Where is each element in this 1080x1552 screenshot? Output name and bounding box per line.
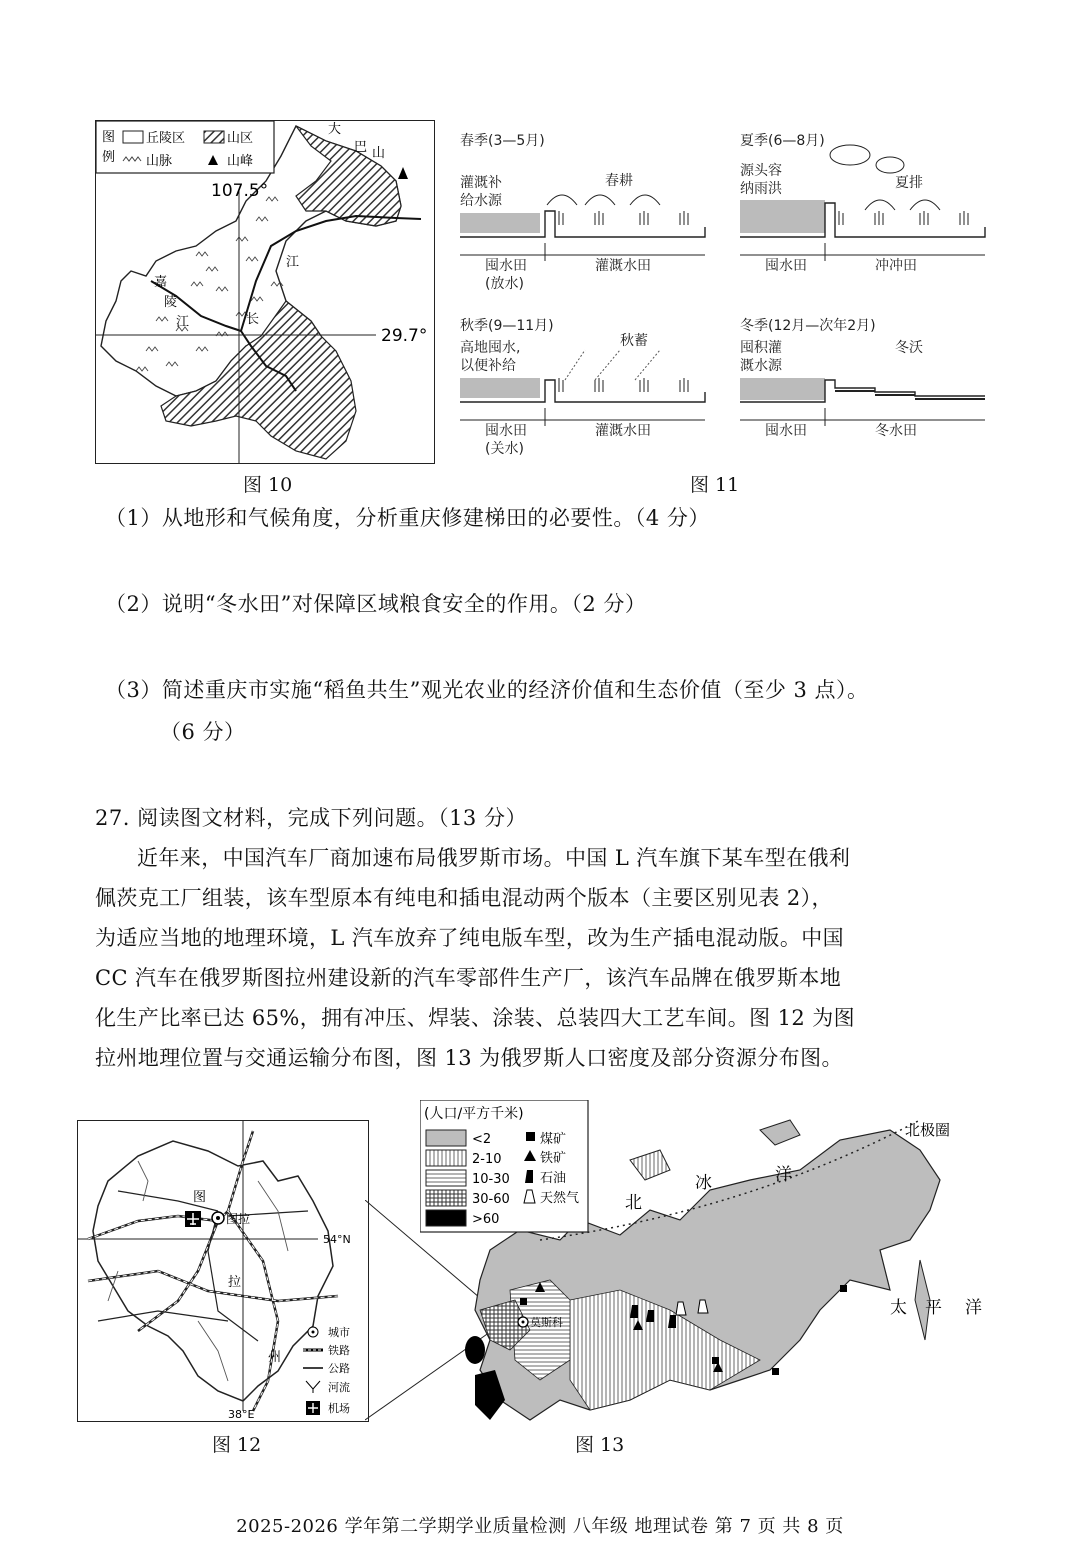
- material-line-1: 近年来，中国汽车厂商加速布局俄罗斯市场。中国 L 汽车旗下某车型在俄利: [137, 846, 851, 870]
- legend-range-label: 山脉: [146, 154, 173, 169]
- ocean-pacific-1: 太: [890, 1298, 907, 1318]
- ocean-north-2: 冰: [695, 1173, 712, 1193]
- label-chang: 长: [246, 312, 260, 327]
- lon-38-label: 38°E: [228, 1408, 255, 1421]
- svg-text:煤矿: 煤矿: [540, 1132, 567, 1147]
- fig12-caption: 图 12: [212, 1434, 262, 1456]
- reservoir-water: [740, 200, 825, 233]
- fig12-legend: [303, 1326, 350, 1415]
- region-label-la: 拉: [228, 1275, 242, 1290]
- left-note-1: 高地囤水,: [460, 340, 521, 356]
- svg-text:铁矿: 铁矿: [540, 1151, 567, 1166]
- lon-label: 107.5°: [211, 181, 269, 201]
- arctic-circle-label: 北极圈: [905, 1121, 951, 1139]
- tula-city-label: 图拉: [226, 1212, 251, 1226]
- svg-text:公路: 公路: [328, 1362, 350, 1375]
- left-note-2: 纳雨洪: [740, 181, 782, 197]
- question-27-material: [95, 838, 985, 1078]
- svg-text:铁路: 铁路: [328, 1344, 350, 1357]
- svg-text:<2: <2: [472, 1132, 492, 1147]
- legend-hilly-swatch: [123, 131, 143, 143]
- season-label: 春季(3—5月): [460, 133, 545, 149]
- svg-text:天然气: 天然气: [540, 1191, 580, 1206]
- coal-icon: [840, 1285, 847, 1292]
- label-ling: 陵: [164, 295, 178, 310]
- left-note-2: 给水源: [460, 193, 502, 209]
- panel-winter: [740, 317, 985, 439]
- right-field-label: 冬水田: [875, 423, 917, 439]
- coal-icon: [772, 1368, 779, 1375]
- lat-54-label: 54°N: [323, 1233, 351, 1246]
- fig13-legend: [420, 1100, 588, 1232]
- legend-title: (人口/平方千米): [424, 1106, 524, 1122]
- svg-text:30-60: 30-60: [472, 1192, 510, 1207]
- figure-13-russia-map: [420, 1100, 1000, 1440]
- airport-icon: [185, 1211, 201, 1227]
- material-line-3: 为适应当地的地理环境，L 汽车放弃了纯电版车型，改为生产插电混动版。中国: [95, 926, 845, 950]
- label-da: 大: [328, 122, 342, 137]
- svg-text:2-10: 2-10: [472, 1152, 502, 1167]
- activity-label: 冬沃: [895, 340, 923, 356]
- left-note-1: 灌溉补: [460, 175, 502, 191]
- left-field-label: 囤水田: [485, 423, 527, 439]
- right-field-label: 冲冲田: [875, 258, 917, 274]
- activity-label: 夏排: [895, 175, 923, 191]
- legend-title-2: 例: [102, 150, 116, 165]
- legend-mountain-label: 山区: [227, 131, 254, 146]
- legend-hilly-label: 丘陵区: [146, 131, 186, 146]
- ocean-pacific-3: 洋: [965, 1298, 982, 1318]
- coal-icon: [520, 1298, 527, 1305]
- reservoir-water: [460, 213, 540, 233]
- question-1: （1）从地形和气候角度，分析重庆修建梯田的必要性。（4 分）: [105, 506, 710, 530]
- material-line-4: CC 汽车在俄罗斯图拉州建设新的汽车零部件生产厂，该汽车品牌在俄罗斯本地: [95, 966, 842, 990]
- legend-mountain-swatch: [204, 131, 224, 143]
- left-field-sub: (关水): [485, 441, 524, 457]
- tula-region-boundary: [93, 1141, 333, 1401]
- legend-peak-label: 山峰: [227, 154, 254, 169]
- panel-summer: [740, 133, 985, 274]
- reservoir-water: [740, 378, 825, 400]
- left-field-label: 囤水田: [765, 423, 807, 439]
- figure-12-tula-map: [77, 1120, 369, 1422]
- right-field-label: 灌溉水田: [595, 423, 651, 439]
- tula-transport-map: [78, 1121, 368, 1421]
- activity-label: 秋蓄: [620, 333, 648, 349]
- fig11-caption: 图 11: [690, 474, 740, 496]
- season-label: 冬季(12月—次年2月): [740, 318, 876, 334]
- left-note-2: 溉水源: [740, 358, 782, 374]
- svg-text:>60: >60: [472, 1212, 500, 1227]
- legend-coal-icon: [526, 1132, 535, 1141]
- novaya-zemlya: [630, 1150, 670, 1180]
- panel-autumn: [460, 317, 705, 457]
- svg-text:河流: 河流: [328, 1381, 350, 1394]
- svg-text:机场: 机场: [328, 1402, 350, 1415]
- label-jia: 嘉: [154, 275, 168, 290]
- fig13-caption: 图 13: [575, 1434, 625, 1456]
- legend-title-1: 图: [102, 130, 116, 145]
- material-line-5: 化生产比率已达 65%，拥有冲压、焊装、涂装、总装四大工艺车间。图 12 为图: [95, 1006, 856, 1030]
- svg-text:10-30: 10-30: [472, 1172, 510, 1187]
- label-jiang1: 江: [176, 315, 190, 330]
- left-note-2: 以便补给: [460, 358, 516, 374]
- left-field-label: 囤水田: [485, 258, 527, 274]
- ocean-pacific-2: 平: [925, 1298, 942, 1318]
- label-ba: 巴: [354, 140, 368, 155]
- chongqing-terrain-map: [96, 121, 434, 463]
- left-field-label: 囤水田: [765, 258, 807, 274]
- right-field-label: 灌溉水田: [595, 258, 651, 274]
- figure-11-seasonal-fields: [455, 125, 1015, 465]
- question-3-points: （6 分）: [160, 720, 246, 744]
- material-line-6: 拉州地理位置与交通运输分布图，图 13 为俄罗斯人口密度及部分资源分布图。: [95, 1046, 843, 1070]
- left-field-sub: (放水): [485, 276, 524, 292]
- left-note-1: 囤积灌: [740, 340, 782, 356]
- season-label: 秋季(9—11月): [460, 318, 554, 334]
- density-over-60-west: [465, 1336, 485, 1364]
- svg-text:石油: 石油: [540, 1171, 567, 1186]
- region-label-zhou: 州: [268, 1350, 282, 1365]
- activity-label: 春耕: [605, 173, 633, 189]
- ocean-north-3: 洋: [775, 1165, 792, 1185]
- svg-text:城市: 城市: [328, 1326, 350, 1339]
- question-27-title: 27. 阅读图文材料，完成下列问题。（13 分）: [95, 806, 527, 830]
- peak-icon: [398, 167, 408, 179]
- material-line-2: 佩茨克工厂组装，该车型原本有纯电和插电混动两个版本（主要区别见表 2），: [95, 886, 833, 910]
- figure-10-map: [95, 120, 435, 464]
- label-shan: 山: [372, 146, 386, 161]
- panel-spring: [460, 133, 705, 292]
- season-label: 夏季(6—8月): [740, 133, 825, 149]
- moscow-label: 莫斯科: [530, 1316, 563, 1329]
- left-note-1: 源头容: [740, 163, 782, 179]
- page-footer: 2025-2026 学年第二学期学业质量检测 八年级 地理试卷 第 7 页 共 8 页: [236, 1516, 844, 1537]
- region-label-tu: 图: [193, 1190, 207, 1205]
- label-jiang2: 江: [286, 255, 300, 270]
- lat-label: 29.7°: [381, 326, 428, 346]
- question-2: （2）说明“冬水田”对保障区域粮食安全的作用。（2 分）: [105, 592, 647, 616]
- question-3: （3）简述重庆市实施“稻鱼共生”观光农业的经济价值和生态价值（至少 3 点）。: [105, 678, 869, 702]
- fig10-caption: 图 10: [243, 474, 293, 496]
- reservoir-water: [460, 378, 540, 398]
- ocean-north-1: 北: [625, 1193, 642, 1213]
